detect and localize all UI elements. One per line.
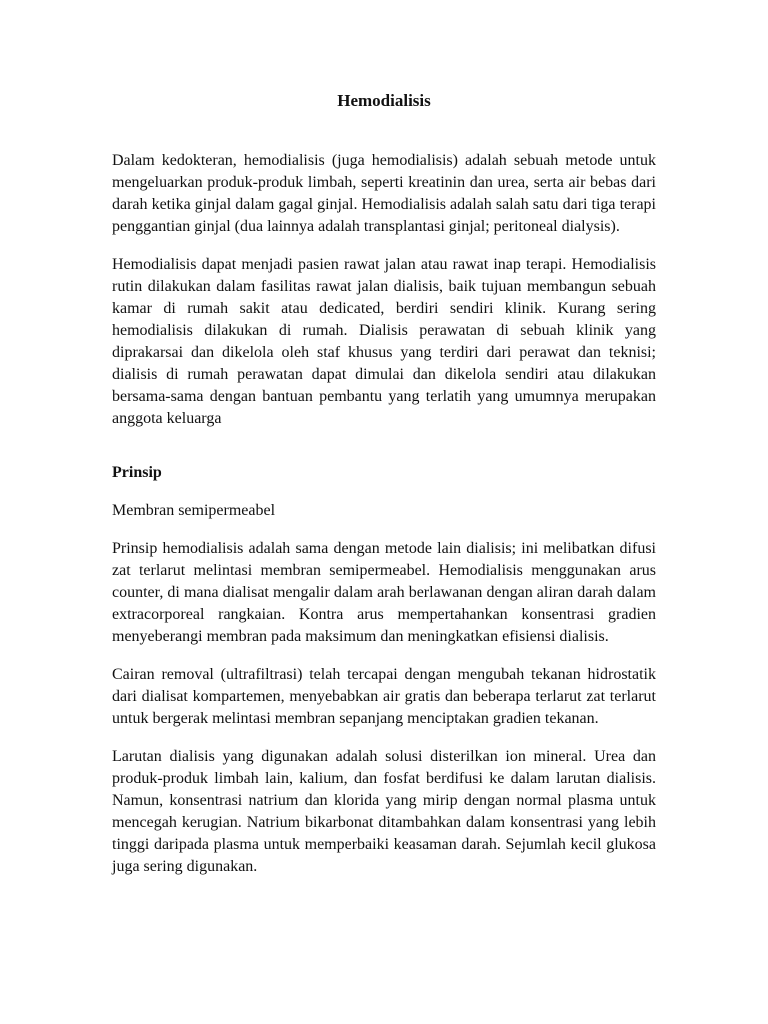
intro-paragraph-1: Dalam kedokteran, hemodialisis (juga hemodialisis) adalah sebuah metode untuk mengeluarkan produk-produk limbah, seperti kreatinin dan urea, serta air bebas dari darah ketika ginjal dalam gagal ginjal. Hemodialisis adalah salah satu dari tiga terapi penggantian ginjal (dua lainnya adalah transplantasi ginjal; peritoneal dialysis). <box>112 152 656 235</box>
document-page <box>112 90 656 894</box>
section-paragraph-2: Cairan removal (ultrafiltrasi) telah tercapai dengan mengubah tekanan hidrostatik dari dialisat kompartemen, menyebabkan air gratis dan beberapa terlarut zat terlarut untuk bergerak melintasi membran sepanjang menciptakan gradien tekanan. <box>112 666 656 727</box>
section-paragraph-1: Prinsip hemodialisis adalah sama dengan metode lain dialisis; ini melibatkan difusi zat terlarut melintasi membran semipermeabel. Hemodialisis menggunakan arus counter, di mana dialisat mengalir dalam arah berlawanan dengan aliran darah dalam extracorporeal rangkaian. Kontra arus mempertahankan konsentrasi gradien menyeberangi membran pada maksimum dan meningkatkan efisiensi dialisis. <box>112 540 656 645</box>
section-paragraph-3: Larutan dialisis yang digunakan adalah solusi disterilkan ion mineral. Urea dan produk-produk limbah lain, kalium, dan fosfat berdifusi ke dalam larutan dialisis. Namun, konsentrasi natrium dan klorida yang mirip dengan normal plasma untuk mencegah kerugian. Natrium bikarbonat ditambahkan dalam konsentrasi yang lebih tinggi daripada plasma untuk memperbaiki keasaman darah. Sejumlah kecil glukosa juga sering digunakan. <box>112 748 656 875</box>
intro-paragraph-2: Hemodialisis dapat menjadi pasien rawat jalan atau rawat inap terapi. Hemodialisis rutin dilakukan dalam fasilitas rawat jalan dialisis, baik tujuan membangun sebuah kamar di rumah sakit atau dedicated, berdiri sendiri klinik. Kurang sering hemodialisis dilakukan di rumah. Dialisis perawatan di sebuah klinik yang diprakarsai dan dikelola oleh staf khusus yang terdiri dari perawat dan teknisi; dialisis di rumah perawatan dapat dimulai dan dikelola sendiri atau dilakukan bersama-sama dengan bantuan pembantu yang terlatih yang umumnya merupakan anggota keluarga <box>112 256 656 427</box>
document-title: Hemodialisis <box>337 91 431 110</box>
section-heading: Prinsip <box>112 464 162 481</box>
section-subheading: Membran semipermeabel <box>112 502 276 519</box>
